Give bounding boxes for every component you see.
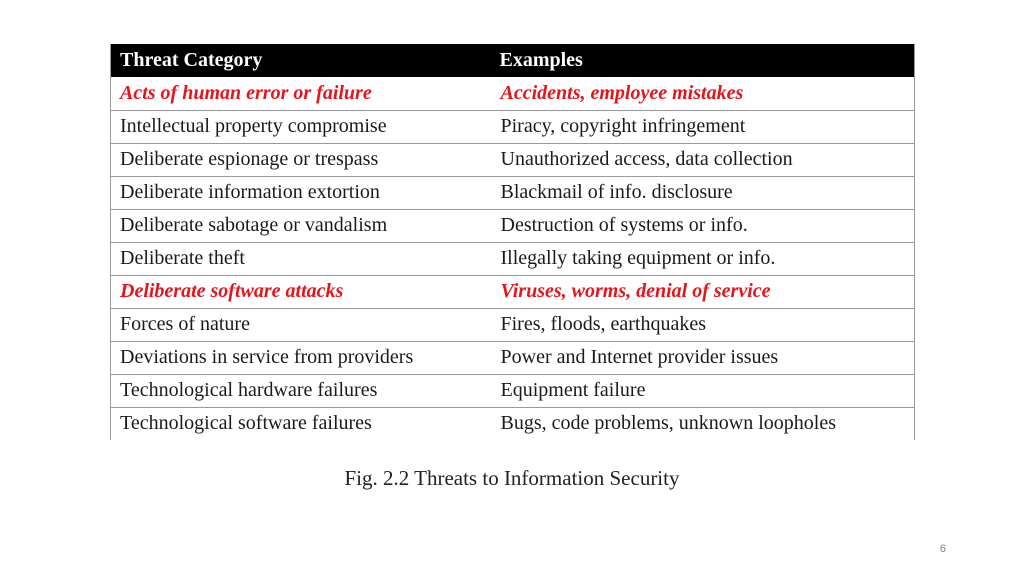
table-row <box>111 110 915 143</box>
threat-category-cell: Deliberate information extortion <box>111 176 491 209</box>
table-row <box>111 275 915 308</box>
threat-category-cell: Acts of human error or failure <box>111 77 491 110</box>
table-row <box>111 209 915 242</box>
page-number: 6 <box>939 543 946 555</box>
table-row <box>111 176 915 209</box>
threat-category-cell: Deliberate sabotage or vandalism <box>111 209 491 242</box>
threats-table <box>110 44 915 440</box>
examples-cell: Illegally taking equipment or info. <box>491 242 915 275</box>
threat-category-cell: Deliberate software attacks <box>111 275 491 308</box>
examples-cell: Piracy, copyright infringement <box>491 110 915 143</box>
examples-cell: Accidents, employee mistakes <box>491 77 915 110</box>
table-body <box>111 77 915 440</box>
table-row <box>111 77 915 110</box>
examples-cell: Power and Internet provider issues <box>491 341 915 374</box>
threat-category-cell: Deviations in service from providers <box>111 341 491 374</box>
table-row <box>111 407 915 440</box>
examples-cell: Bugs, code problems, unknown loopholes <box>500 412 837 435</box>
header-threat-category: Threat Category <box>111 44 491 77</box>
examples-cell: Unauthorized access, data collection <box>491 143 915 176</box>
threat-category-cell: Forces of nature <box>111 308 491 341</box>
table-header-row <box>111 44 915 77</box>
examples-cell: Equipment failure <box>491 374 915 407</box>
threats-table-container <box>110 44 914 440</box>
table-row <box>111 341 915 374</box>
threat-category-cell: Technological hardware failures <box>111 374 491 407</box>
table-row <box>111 242 915 275</box>
examples-cell: Fires, floods, earthquakes <box>491 308 915 341</box>
table-row <box>111 308 915 341</box>
table-row <box>111 374 915 407</box>
threat-category-cell: Deliberate theft <box>111 242 491 275</box>
threat-category-cell: Technological software failures <box>120 412 372 435</box>
examples-cell: Viruses, worms, denial of service <box>491 275 915 308</box>
figure-caption: Fig. 2.2 Threats to Information Security <box>344 466 680 490</box>
examples-cell: Blackmail of info. disclosure <box>491 176 915 209</box>
threat-category-cell: Deliberate espionage or trespass <box>111 143 491 176</box>
header-examples: Examples <box>491 44 915 77</box>
examples-cell: Destruction of systems or info. <box>491 209 915 242</box>
threat-category-cell: Intellectual property compromise <box>111 110 491 143</box>
table-row <box>111 143 915 176</box>
